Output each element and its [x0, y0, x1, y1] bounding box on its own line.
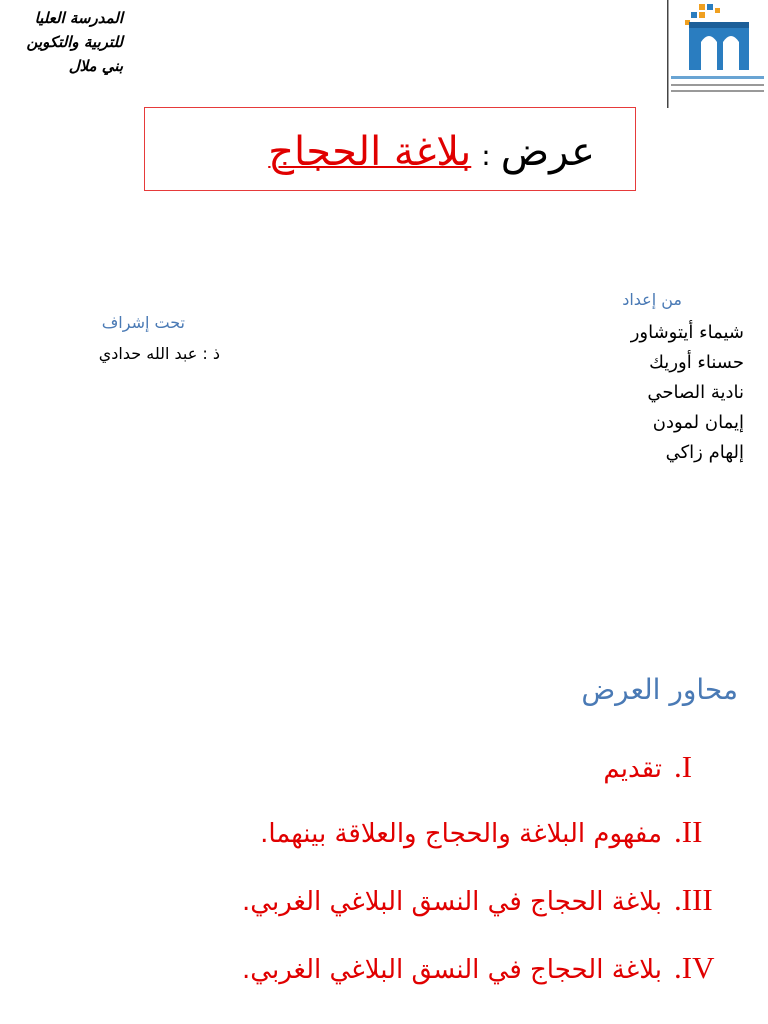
school-name-line-1: المدرسة العليا [34, 9, 123, 27]
student-name: شيماء أيتوشاور [630, 322, 744, 343]
outline-item [603, 749, 738, 793]
outline-item [242, 882, 738, 926]
outline-item-text: تقديم [603, 754, 662, 784]
supervision-label: تحت إشراف [101, 313, 185, 332]
outline-item-number: II. [674, 814, 703, 849]
students-list [574, 318, 744, 468]
title-box [144, 107, 636, 191]
title-separator: : [481, 139, 491, 172]
outline-item [242, 950, 738, 994]
student-name: نادية الصاحي [647, 382, 744, 403]
outline-item-number: I. [674, 749, 693, 784]
university-logo [667, 0, 768, 108]
student-name: إلهام زاكي [665, 442, 744, 463]
school-name-line-2: للتربية والتكوين [26, 33, 123, 51]
outline-item-number: IV. [674, 950, 715, 985]
title-prefix: عرض [500, 129, 595, 175]
outline-title: محاور العرض [581, 673, 738, 706]
supervisor-name: ذ : عبد الله حدادي [98, 344, 220, 363]
outline-item-text: بلاغة الحجاج في النسق البلاغي الغربي. [242, 887, 662, 917]
outline-item [260, 814, 738, 858]
prepared-by-label: من إعداد [622, 290, 682, 309]
outline-item-text: مفهوم البلاغة والحجاج والعلاقة بينهما. [260, 819, 662, 849]
student-name: حسناء أوريك [649, 352, 744, 373]
outline-item-number: III. [674, 882, 713, 917]
title-topic: بلاغة الحجاج [268, 129, 472, 175]
school-name [8, 6, 123, 78]
student-name: إيمان لمودن [652, 412, 744, 433]
school-name-line-3: بني ملال [68, 57, 123, 75]
presentation-title [268, 130, 595, 178]
outline-item-text: بلاغة الحجاج في النسق البلاغي الغربي. [242, 955, 662, 985]
